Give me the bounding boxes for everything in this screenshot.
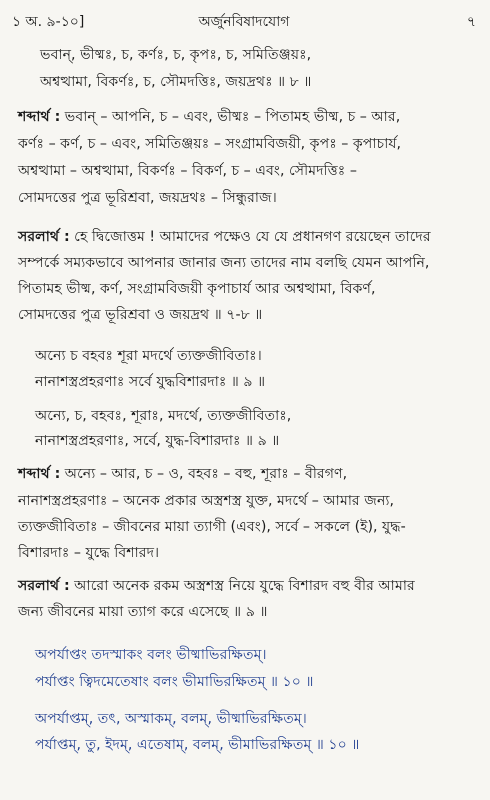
verse10-split-line-2: পর্যাপ্তম্, তু, ইদম্, এতেষাম্, বলম্, ভীমাভিরক্ষিতম্ ॥ ১০ ॥ — [35, 737, 360, 753]
verse8-split-line-1: ভবান্, ভীষ্মঃ, চ, কর্ণঃ, চ, কৃপঃ, চ, সমিতিঞ্জয়ঃ, — [40, 47, 312, 63]
verse8-word-meaning-line-1 — [18, 107, 474, 127]
verse10-sloka-line-1: অপর্যাপ্তং তদস্মাকং বলং ভীষ্মাভিরক্ষিতম্। — [35, 647, 267, 663]
verse8-meaning-line-1 — [18, 227, 474, 247]
verse9-split-line-1: অন্যে, চ, বহবঃ, শূরাঃ, মদর্থে, ত্যক্তজীবিতাঃ, — [35, 408, 292, 424]
word-meaning-label: শব্দার্থ : — [18, 109, 61, 125]
word-meaning-text: ভবান্ – আপনি, চ – এবং, ভীষ্মঃ – পিতামহ ভীষ্ম, চ – আর, — [60, 109, 401, 125]
verse9-word-meaning-line-4: বিশারদাঃ – যুদ্ধে বিশারদ। — [18, 545, 160, 561]
word-meaning-text: অন্যে – আর, চ – ও, বহবঃ – বহু, শূরাঃ – বীরগণ, — [60, 466, 348, 482]
verse8-meaning-line-3: পিতামহ ভীষ্ম, কর্ণ, সংগ্রামবিজয়ী কৃপাচার্য আর অশ্বত্থামা, বিকর্ণ, — [18, 281, 376, 297]
verse9-word-meaning-line-1 — [18, 464, 474, 484]
verse8-word-meaning-line-4: সোমদত্তের পুত্র ভূরিশ্রবা, জয়দ্রথঃ – সিন্ধুরাজ। — [18, 190, 277, 206]
verse9-sloka-line-1: অন্যে চ বহবঃ শূরা মদর্থে ত্যক্তজীবিতাঃ। — [35, 348, 262, 364]
verse10-split-line-1: অপর্যাপ্তম্, তৎ, অস্মাকম্, বলম্, ভীষ্মাভিরক্ষিতম্। — [35, 711, 307, 727]
verse8-meaning-line-4: সোমদত্তের পুত্র ভূরিশ্রবা ও জয়দ্রথ ॥ ৭-৮ ॥ — [18, 307, 263, 323]
simple-meaning-label: সরলার্থ : — [18, 229, 70, 245]
verse9-split-line-2: নানাশস্ত্রপ্রহরণাঃ, সর্বে, যুদ্ধ-বিশারদাঃ ॥ ৯ ॥ — [35, 433, 280, 449]
chapter-verse-ref: ১ অ. ৯-১০] — [12, 14, 85, 30]
verse9-meaning-line-2: জন্য জীবনের মায়া ত্যাগ করে এসেছে ॥ ৯ ॥ — [18, 604, 268, 620]
verse8-meaning-line-2: সম্পর্কে সম্যকভাবে আপনার জানার জন্য তাদের নাম বলছি যেমন আপনি, — [18, 255, 430, 271]
verse8-split-line-2: অশ্বত্থামা, বিকর্ণঃ, চ, সৌমদত্তিঃ, জয়দ্রথঃ ॥ ৮ ॥ — [40, 74, 312, 90]
page-header — [12, 10, 476, 32]
chapter-title: অর্জুনবিষাদযোগ — [198, 14, 290, 30]
verse9-meaning-line-1 — [18, 576, 474, 596]
verse8-word-meaning-line-2: কর্ণঃ – কর্ণ, চ – এবং, সমিতিঞ্জয়ঃ – সংগ্রামবিজয়ী, কৃপঃ – কৃপাচার্য, — [18, 136, 402, 152]
word-meaning-label: শব্দার্থ : — [18, 466, 61, 482]
verse10-sloka-line-2: পর্যাপ্তং ত্বিদমেতেষাং বলং ভীমাভিরক্ষিতম্ ॥ ১০ ॥ — [35, 674, 314, 690]
page-number: ৭ — [466, 14, 476, 30]
verse9-sloka-line-2: নানাশস্ত্রপ্রহরণাঃ সর্বে যুদ্ধবিশারদাঃ ॥ ৯ ॥ — [35, 374, 266, 390]
verse8-word-meaning-line-3: অশ্বত্থামা – অশ্বত্থামা, বিকর্ণঃ – বিকর্ণ, চ – এবং, সৌমদত্তিঃ – — [18, 163, 357, 179]
verse9-word-meaning-line-2: নানাশস্ত্রপ্রহরণাঃ – অনেক প্রকার অস্ত্রশস্ত্র যুক্ত, মদর্থে – আমার জন্য, — [18, 493, 395, 509]
verse9-word-meaning-line-3: ত্যক্তজীবিতাঃ – জীবনের মায়া ত্যাগী (এবং), সর্বে – সকলে (ই), যুদ্ধ- — [18, 519, 406, 535]
simple-meaning-label: সরলার্থ : — [18, 578, 70, 594]
simple-meaning-text: হে দ্বিজোত্তম ! আমাদের পক্ষেও যে যে প্রধানগণ রয়েছেন তাদের — [69, 229, 431, 245]
simple-meaning-text: আরো অনেক রকম অস্ত্রশস্ত্র নিয়ে যুদ্ধে বিশারদ বহু বীর আমার — [69, 578, 415, 594]
